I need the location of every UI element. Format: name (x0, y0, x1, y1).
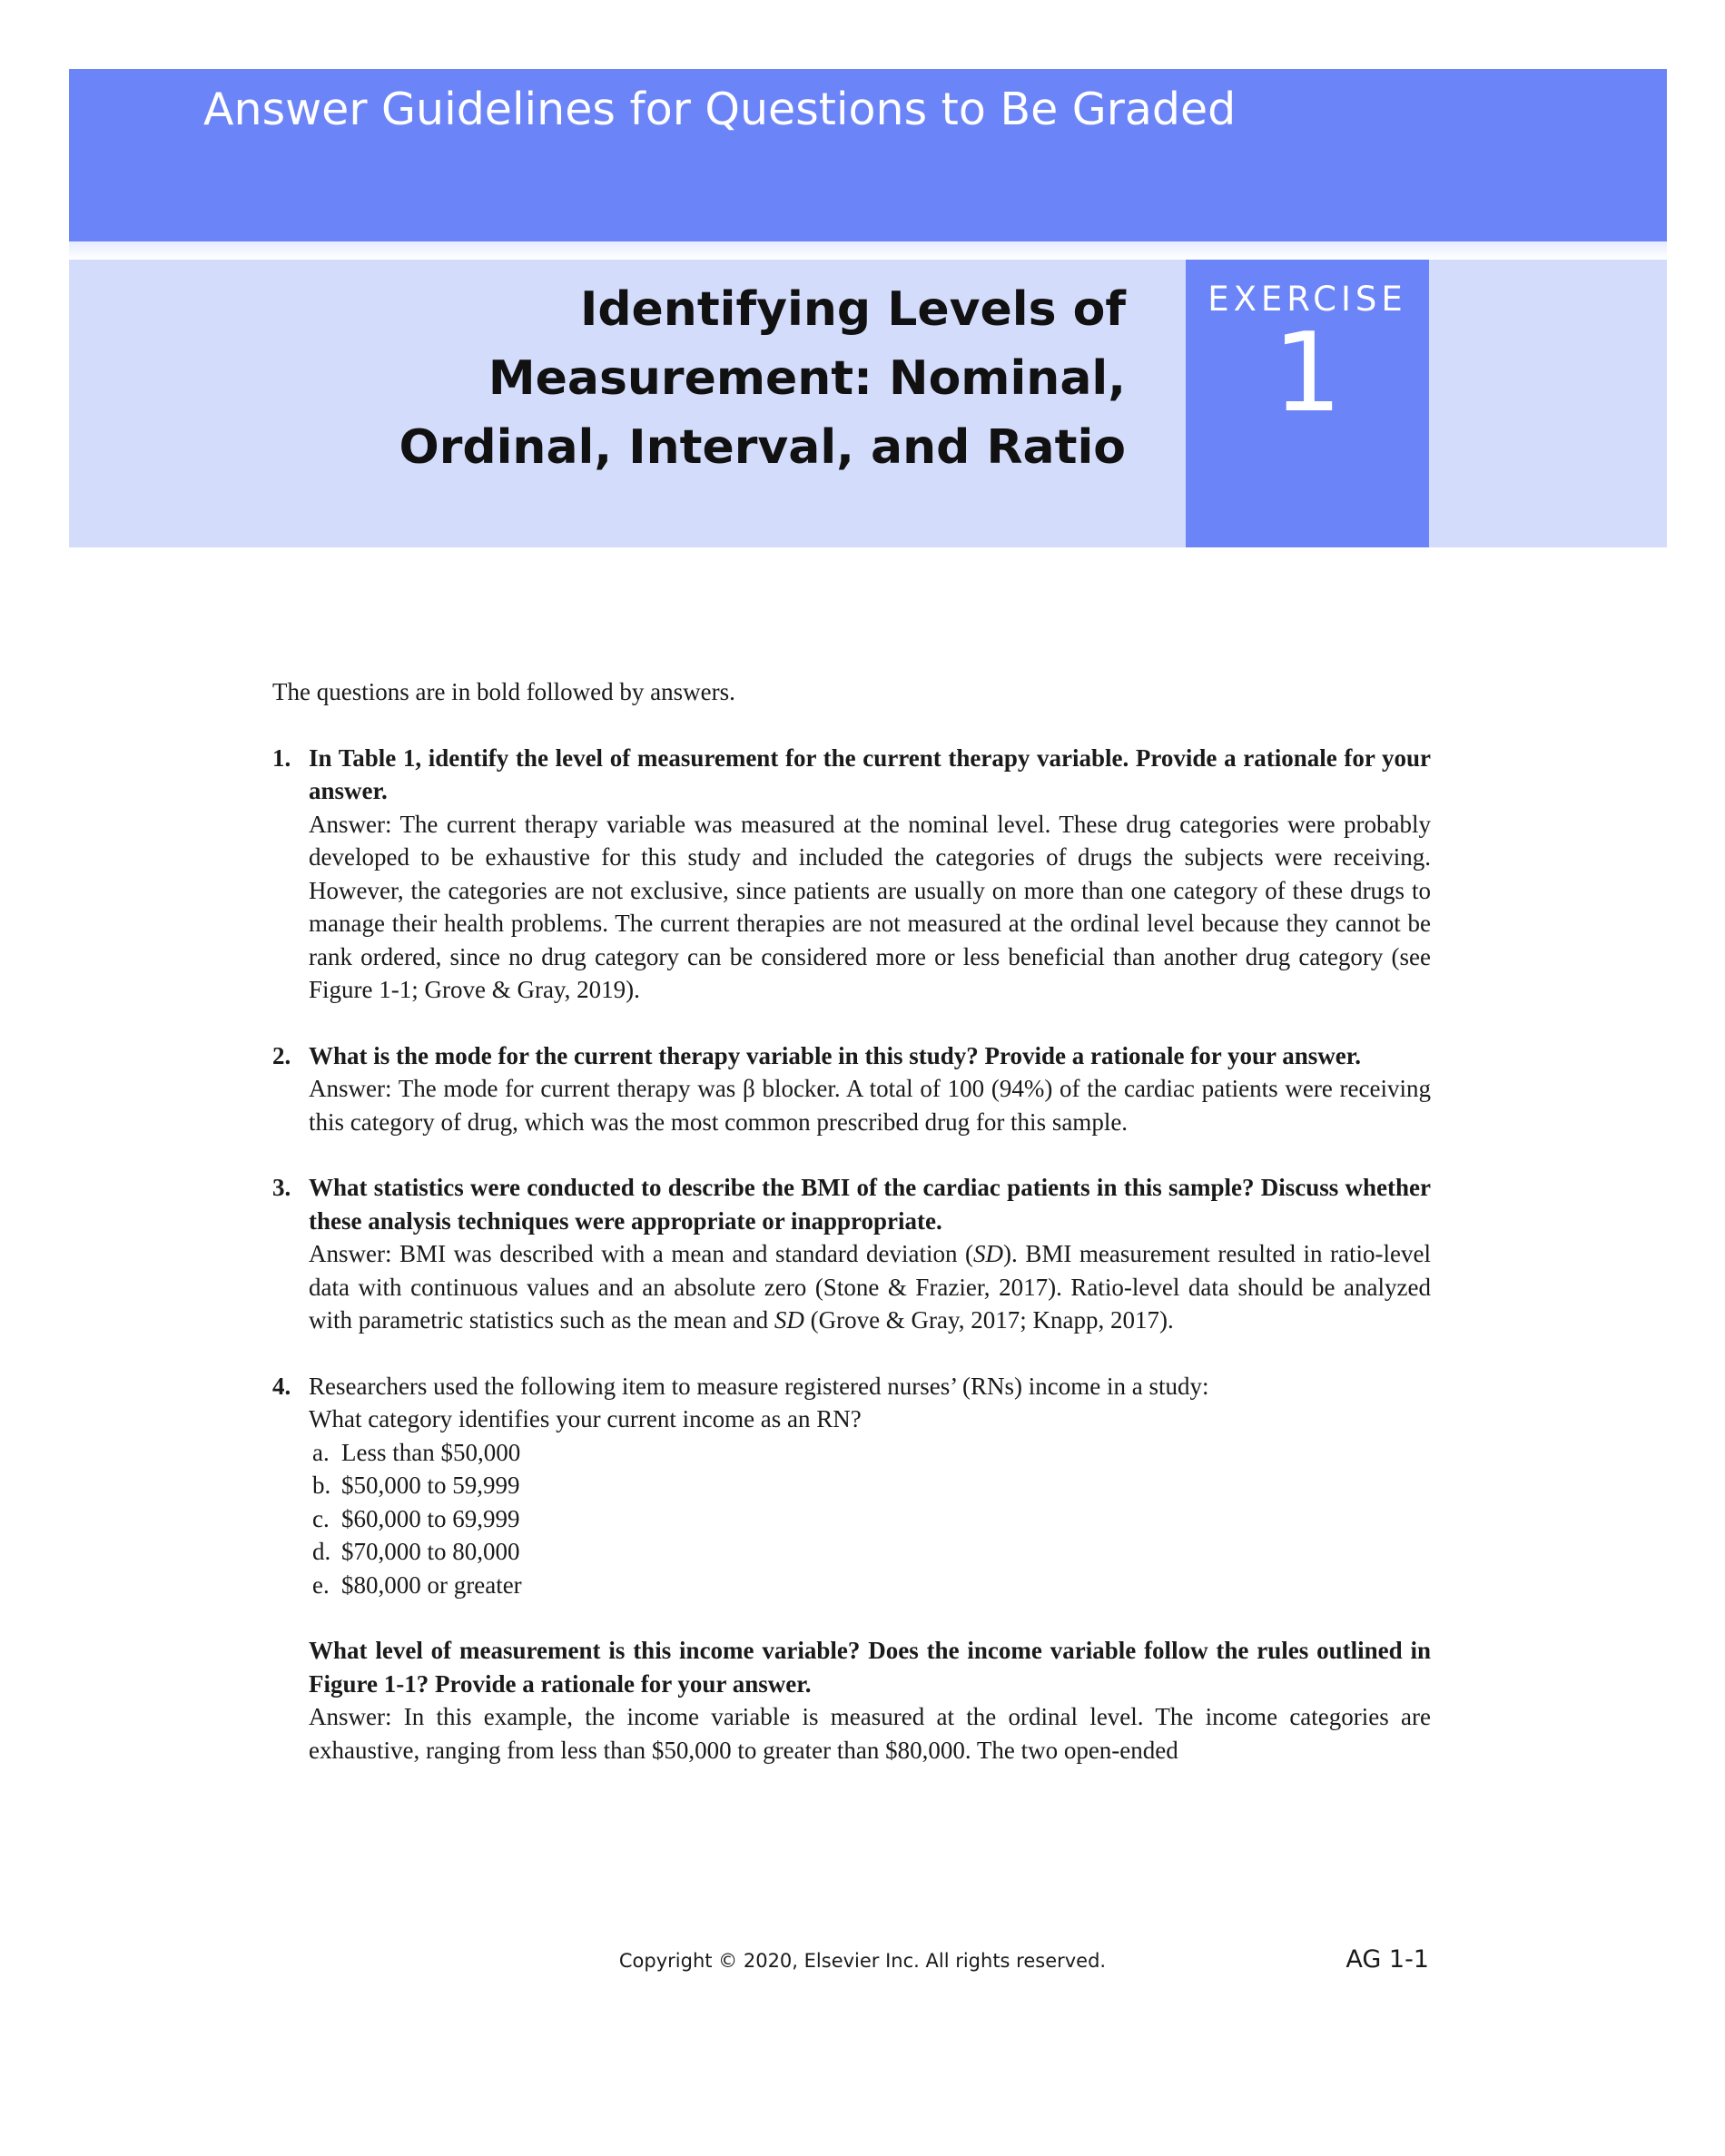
question-number: 3. (272, 1174, 291, 1201)
question-text: What statistics were conducted to describe the BMI of the cardiac patients in this sample? Discuss whether these analysis techniques were appropriate or inappropriate. (309, 1174, 1431, 1235)
chapter-title (309, 275, 1126, 482)
exercise-badge (1186, 260, 1429, 547)
answer-text: Answer: In this example, the income variable is measured at the ordinal level. The income categories are exhaustive, ranging from less than $50,000 to greater than $80,000. The two open-ended (309, 1703, 1431, 1764)
answer-segment: (Grove & Gray, 2017; Knapp, 2017). (803, 1306, 1174, 1334)
option-item (309, 1535, 1431, 1569)
question-item (272, 1039, 1431, 1139)
question-text: What is the mode for the current therapy variable in this study? Provide a rationale for your answer. (309, 1041, 1361, 1069)
option-letter: a. (312, 1438, 330, 1466)
answer-text (309, 1237, 1431, 1337)
question-number: 2. (272, 1041, 291, 1069)
answer-text: Answer: The mode for current therapy was β blocker. A total of 100 (94%) of the cardiac patients were receiving this category of drug, which was the most common prescribed drug for this sample. (309, 1075, 1431, 1136)
copyright-notice: Copyright © 2020, Elsevier Inc. All rights reserved. (618, 1950, 1107, 1972)
option-list (309, 1436, 1431, 1602)
page-number: AG 1-1 (1346, 1945, 1429, 1974)
option-text: Less than $50,000 (341, 1438, 521, 1466)
banner-title: Answer Guidelines for Questions to Be Graded (203, 84, 1237, 135)
option-letter: e. (312, 1570, 330, 1599)
question-item (272, 742, 1431, 1007)
exercise-label: EXERCISE (1208, 280, 1407, 319)
option-letter: b. (312, 1472, 331, 1499)
answer-text: Answer: The current therapy variable was measured at the nominal level. These drug categories were probably developed to be exhaustive for this study and included the categories of drugs the subjects were receiving. However, the categories are not exclusive, since patients are usually on more than one category of these drugs to manage their health problems. The current therapies are not measured at the ordinal level because they cannot be rank ordered, since no drug category can be considered more or less beneficial than another drug category (see Figure 1-1; Grove & Gray, 2019). (309, 810, 1431, 1003)
option-item (309, 1469, 1431, 1502)
option-letter: c. (312, 1504, 330, 1532)
question-item (272, 1171, 1431, 1337)
answer-segment: Answer: BMI was described with a mean and standard deviation ( (309, 1240, 974, 1267)
question-number: 4. (272, 1372, 291, 1400)
sd-abbrev: SD (973, 1240, 1004, 1267)
chapter-title-line: Ordinal, Interval, and Ratio (399, 420, 1126, 475)
exercise-number: 1 (1272, 310, 1343, 437)
chapter-title-line: Identifying Levels of (579, 282, 1126, 337)
option-item (309, 1436, 1431, 1470)
question-text: What level of measurement is this income variable? Does the income variable follow the rules outlined in Figure 1-1? Provide a rationale for your answer. (309, 1637, 1431, 1698)
question-item (272, 1370, 1431, 1767)
option-item (309, 1502, 1431, 1536)
question-intro: Researchers used the following item to measure registered nurses’ (RNs) income in a study: (309, 1372, 1209, 1400)
sd-abbrev: SD (774, 1306, 804, 1334)
chapter-title-line: Measurement: Nominal, (488, 351, 1126, 406)
answer-segment: ). BMI measurement resulted in ratio-level data with continuous values and an absolute zero (Stone & Frazier, 2017). Ratio-level data should be analyzed with parametric statistics such as the mean and (309, 1240, 1431, 1334)
option-text: $60,000 to 69,999 (341, 1504, 520, 1532)
intro-text: The questions are in bold followed by answers. (272, 678, 735, 705)
option-letter: d. (312, 1538, 331, 1565)
question-number: 1. (272, 743, 291, 772)
option-text: $70,000 to 80,000 (341, 1538, 520, 1565)
question-text: In Table 1, identify the level of measurement for the current therapy variable. Provide a rationale for your answer. (309, 743, 1431, 804)
option-item (309, 1569, 1431, 1602)
banner-divider (69, 241, 1667, 260)
option-text: $50,000 to 59,999 (341, 1472, 520, 1499)
option-text: $80,000 or greater (341, 1570, 522, 1599)
document-body (272, 675, 1431, 1799)
survey-item: What category identifies your current income as an RN? (309, 1405, 862, 1432)
